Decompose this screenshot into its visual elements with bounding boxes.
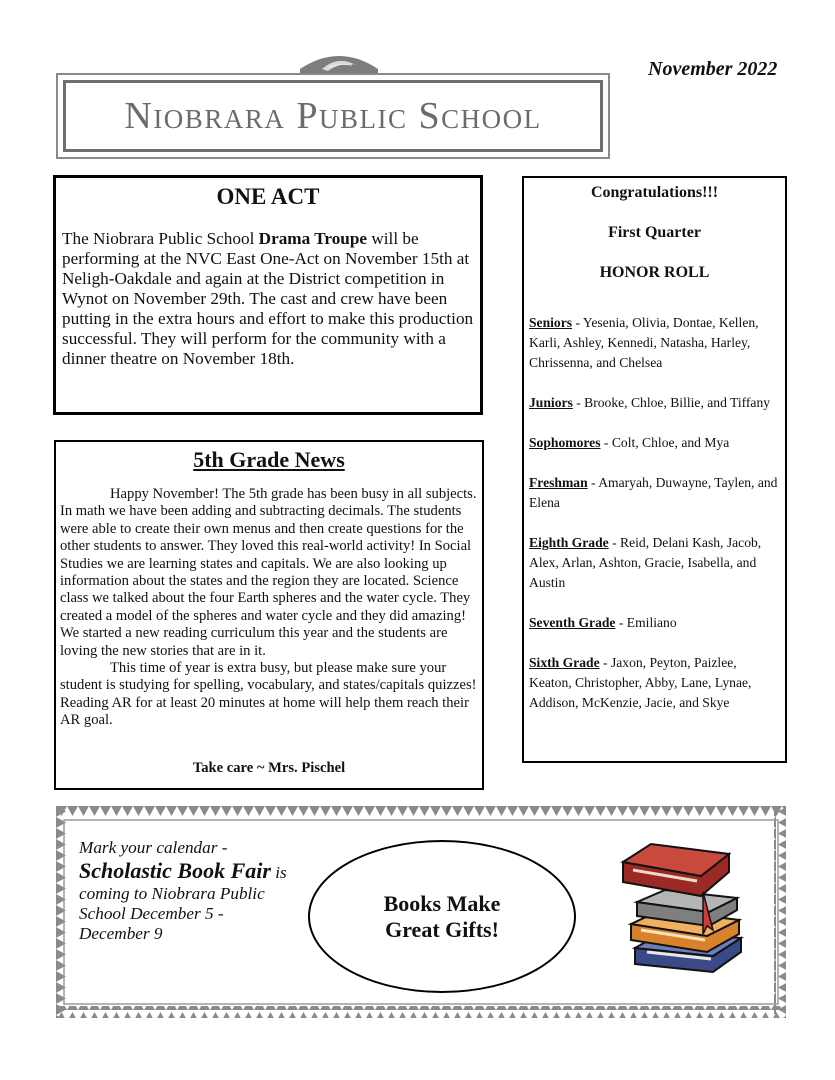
oval-line-2: Great Gifts! <box>385 916 499 942</box>
masthead <box>56 73 610 159</box>
teacher-signoff: Take care ~ Mrs. Pischel <box>192 760 346 776</box>
one-act-box <box>53 175 483 415</box>
student-names: Emiliano <box>626 615 677 630</box>
books-make-gifts-oval <box>308 840 576 993</box>
student-names: Yesenia, Olivia, Dontae, Kellen, Karli, Ashley, Kennedi, Natasha, Harley, Chrissenna, and Chelsea <box>529 315 759 370</box>
book-stack-icon <box>617 840 752 980</box>
book-fair-dates: is coming to Niobrara Public School December 5 - December 9 <box>79 863 287 943</box>
fifth-grade-box <box>54 440 484 790</box>
one-act-text <box>62 229 476 369</box>
calendar-reminder: Mark your calendar - <box>79 838 228 857</box>
grade-label: Seventh Grade <box>529 615 616 630</box>
fifth-grade-heading: 5th Grade News <box>193 447 345 472</box>
grade-label: Juniors <box>529 395 573 410</box>
one-act-text-start: The Niobrara Public School <box>62 229 259 248</box>
grade-label: Sophomores <box>529 435 601 450</box>
drama-troupe-emphasis: Drama Troupe <box>258 229 368 248</box>
student-names: Colt, Chloe, and Mya <box>611 435 730 450</box>
book-fair-announcement <box>79 838 289 944</box>
honor-roll-group: Sixth Grade - Jaxon, Peyton, Paizlee, Keaton, Christopher, Abby, Lane, Lynae, Addison, McKenzie, Jacie, and Skye <box>529 655 752 710</box>
school-name: Niobrara Public School <box>124 95 542 137</box>
student-names: Reid, Delani Kash, Jacob, Alex, Arlan, Ashton, Gracie, Isabella, and Austin <box>529 535 762 590</box>
student-names: Brooke, Chloe, Billie, and Tiffany <box>584 395 771 410</box>
grade-label: Freshman <box>529 475 588 490</box>
issue-date: November 2022 <box>648 58 778 80</box>
honor-roll-group: Sophomores - Colt, Chloe, and Mya <box>529 435 730 450</box>
oval-text <box>384 891 501 943</box>
honor-roll-box <box>522 176 787 763</box>
book-fair-title: Scholastic Book Fair <box>79 858 271 883</box>
oval-line-1: Books Make <box>383 890 501 916</box>
grade-label: Seniors <box>529 315 573 330</box>
quarter-heading: First Quarter <box>608 224 701 241</box>
honor-roll-group: Seniors - Yesenia, Olivia, Dontae, Kellen, Karli, Ashley, Kennedi, Natasha, Harley, Chrissenna, and Chelsea <box>529 315 759 370</box>
book-fair-details <box>79 858 289 944</box>
student-names: Amaryah, Duwayne, Taylen, and Elena <box>529 475 778 510</box>
grade-label: Sixth Grade <box>529 655 600 670</box>
masthead-frame <box>63 80 603 152</box>
honor-roll-heading: HONOR ROLL <box>599 264 710 281</box>
honor-roll-group: Freshman - Amaryah, Duwayne, Taylen, and Elena <box>529 475 778 510</box>
fifth-grade-paragraph: This time of year is extra busy, but please make sure your student is studying for spelling, vocabulary, and states/capitals quizzes! Reading AR for at least 20 minutes at home will help them reach their AR goal. <box>60 660 477 729</box>
congratulations-heading: Congratulations!!! <box>590 184 719 201</box>
honor-roll-group: Seventh Grade - Emiliano <box>529 615 677 630</box>
honor-roll-group: Eighth Grade - Reid, Delani Kash, Jacob, Alex, Arlan, Ashton, Gracie, Isabella, and Austin <box>529 535 762 590</box>
one-act-text-end: will be performing at the NVC East One-Act on November 15th at Neligh-Oakdale and again at the District competition in Wynot on November 29th. The cast and crew have been putting in the extra hours and effort to make this production successful. They will perform for the community with a dinner theatre on November 18th. <box>62 229 474 368</box>
honor-roll-list <box>529 313 781 733</box>
honor-roll-group: Juniors - Brooke, Chloe, Billie, and Tiffany <box>529 395 771 410</box>
one-act-heading: ONE ACT <box>216 184 320 209</box>
student-names: Jaxon, Peyton, Paizlee, Keaton, Christopher, Abby, Lane, Lynae, Addison, McKenzie, Jacie, and Skye <box>529 655 752 710</box>
grade-label: Eighth Grade <box>529 535 609 550</box>
fifth-grade-text <box>60 486 478 730</box>
fifth-grade-paragraph: Happy November! The 5th grade has been busy in all subjects. In math we have been adding and subtracting decimals. The students were able to create their own menus and then create questions for the other students to answer. They loved this real-world activity! In Social Studies we are learning states and capitals. We are also looking up information about the states and the region they are located. Science class we talked about the four Earth spheres and the water cycle. They created a model of the spheres and water cycle and they did amazing! We started a new reading curriculum this year and the students are loving the new stories that are in it. <box>60 486 477 659</box>
